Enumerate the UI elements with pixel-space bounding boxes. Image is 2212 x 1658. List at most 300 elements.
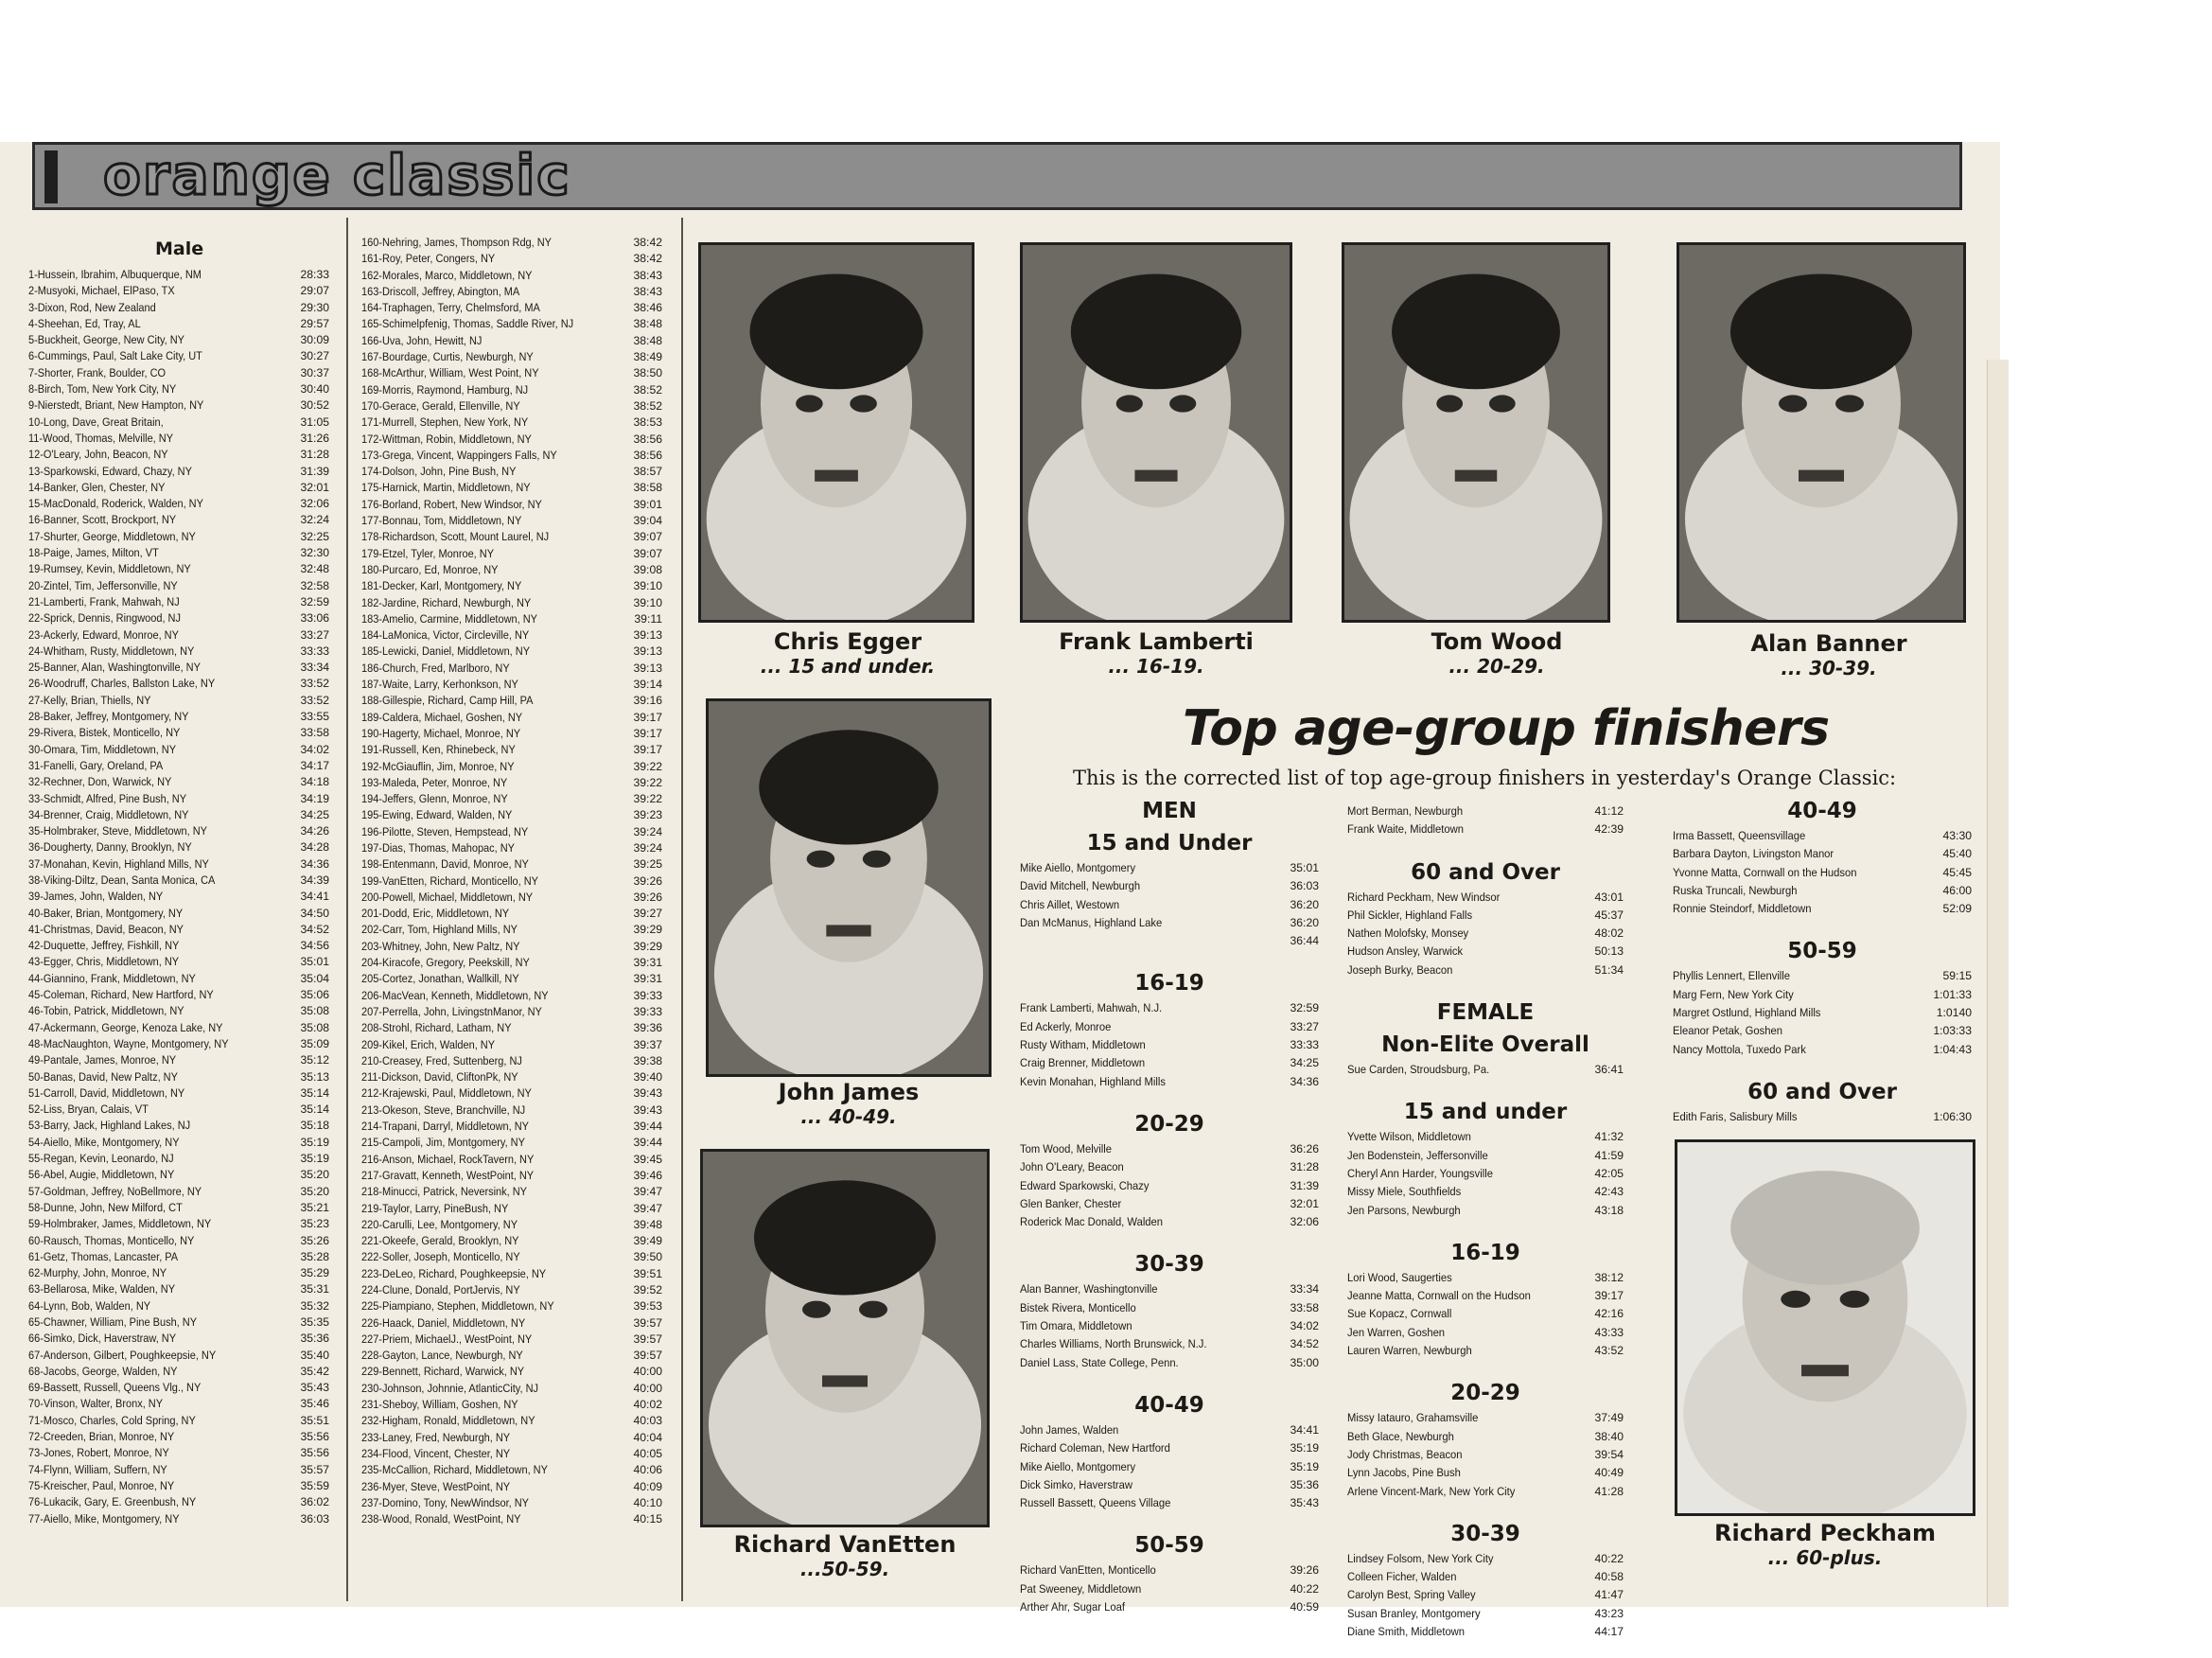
- result-row: [1347, 907, 1624, 925]
- finish-time: 36:20: [1290, 915, 1319, 929]
- finish-time: 32:48: [300, 562, 329, 576]
- finish-time: 39:26: [633, 873, 662, 888]
- finish-time: 39:17: [1594, 1289, 1624, 1303]
- portrait-shape: [815, 470, 858, 482]
- photo-frank-lamberti: [1020, 242, 1292, 623]
- finish-time: 42:05: [1594, 1166, 1624, 1180]
- runner-entry: 213-Okeson, Steve, Branchville, NJ: [361, 1102, 526, 1117]
- result-row: [361, 349, 662, 365]
- result-row: [28, 1151, 329, 1167]
- runner-entry: 221-Okeefe, Gerald, Brooklyn, NY: [361, 1234, 519, 1248]
- finish-time: 39:25: [633, 857, 662, 872]
- portrait-shape: [1436, 395, 1463, 412]
- paper-edge: [1987, 360, 2009, 1607]
- result-row: [28, 1396, 329, 1412]
- photo-john-james: [706, 698, 992, 1077]
- finish-time: 40:02: [633, 1398, 662, 1412]
- finish-time: 35:29: [300, 1266, 329, 1280]
- finish-time: 35:35: [300, 1315, 329, 1329]
- finish-time: 39:22: [633, 775, 662, 789]
- finish-time: 35:20: [300, 1184, 329, 1198]
- result-row: [361, 432, 662, 448]
- result-row: [28, 807, 329, 823]
- result-row: [361, 856, 662, 873]
- result-row: [361, 398, 662, 414]
- finish-time: 39:44: [633, 1120, 662, 1134]
- result-row: [28, 332, 329, 348]
- spacer: [1673, 1126, 1972, 1143]
- finish-time: 39:37: [633, 1037, 662, 1051]
- caption-age: ...50-59.: [799, 1558, 890, 1580]
- finish-time: 50:13: [1594, 944, 1624, 959]
- runner-entry: 32-Rechner, Don, Warwick, NY: [28, 775, 172, 789]
- result-row: [1673, 1004, 1972, 1022]
- finish-time: 33:27: [300, 627, 329, 642]
- runner-entry: Chris Aillet, Westown: [1020, 897, 1120, 911]
- finish-time: 43:18: [1594, 1203, 1624, 1217]
- finish-time: 39:40: [633, 1070, 662, 1085]
- result-row: [28, 1413, 329, 1429]
- finish-time: 39:17: [633, 743, 662, 757]
- result-row: [361, 562, 662, 578]
- runner-entry: 178-Richardson, Scott, Mount Laurel, NJ: [361, 530, 550, 544]
- result-row: [361, 251, 662, 267]
- portrait-shape: [822, 1375, 868, 1386]
- finish-time: 32:01: [1290, 1196, 1319, 1210]
- finish-time: 44:17: [1594, 1625, 1624, 1639]
- result-row: [1347, 1586, 1624, 1604]
- runner-entry: 8-Birch, Tom, New York City, NY: [28, 382, 177, 397]
- portrait-shape: [1840, 1291, 1870, 1308]
- finish-time: 39:36: [633, 1021, 662, 1035]
- runner-entry: 53-Barry, Jack, Highland Lakes, NJ: [28, 1119, 191, 1133]
- result-row: [361, 824, 662, 840]
- finish-time: 33:33: [1290, 1038, 1319, 1052]
- result-row: [361, 268, 662, 284]
- result-row: [1347, 1269, 1624, 1287]
- result-row: [28, 267, 329, 283]
- runner-entry: 197-Dias, Thomas, Mahopac, NY: [361, 840, 515, 855]
- result-row: [28, 496, 329, 512]
- runner-entry: Yvonne Matta, Cornwall on the Hudson: [1673, 865, 1857, 879]
- result-row: [1020, 1458, 1319, 1476]
- runner-entry: 163-Driscoll, Jeffrey, Abington, MA: [361, 284, 520, 298]
- finish-time: 33:27: [1290, 1019, 1319, 1033]
- finish-time: 40:58: [1594, 1570, 1624, 1584]
- result-row: [361, 775, 662, 791]
- finish-time: 39:17: [633, 726, 662, 740]
- banner-bar: [44, 150, 58, 203]
- finish-time: 34:36: [1290, 1074, 1319, 1088]
- runner-entry: Jen Warren, Goshen: [1347, 1325, 1446, 1339]
- result-row: [1020, 1335, 1319, 1353]
- runner-entry: 48-MacNaughton, Wayne, Montgomery, NY: [28, 1036, 229, 1050]
- runner-entry: 37-Monahan, Kevin, Highland Mills, NY: [28, 856, 209, 871]
- finish-time: 38:48: [633, 317, 662, 331]
- result-row: [1347, 889, 1624, 907]
- runner-entry: 10-Long, Dave, Great Britain,: [28, 414, 164, 429]
- runner-entry: Phil Sickler, Highland Falls: [1347, 908, 1473, 922]
- result-row: [361, 316, 662, 332]
- finish-time: 39:10: [633, 595, 662, 609]
- runner-entry: 185-Lewicki, Daniel, Middletown, NY: [361, 644, 531, 659]
- result-row: [28, 938, 329, 954]
- agegroup-heading: 60 and Over: [1411, 859, 1560, 885]
- result-row: [1020, 896, 1319, 914]
- result-row: [28, 644, 329, 660]
- finish-time: 39:11: [634, 611, 662, 626]
- finish-time: 39:22: [633, 759, 662, 773]
- finish-time: 35:08: [300, 1020, 329, 1034]
- runner-entry: Susan Branley, Montgomery: [1347, 1606, 1481, 1620]
- result-row: [1347, 1428, 1624, 1446]
- runner-entry: Lori Wood, Saugerties: [1347, 1270, 1452, 1284]
- finish-time: 39:07: [633, 530, 662, 544]
- result-row: [28, 610, 329, 626]
- finish-time: 39:31: [633, 956, 662, 970]
- caption-name: Richard VanEtten: [733, 1531, 957, 1558]
- caption-name: Chris Egger: [773, 628, 922, 655]
- runner-entry: 36-Dougherty, Danny, Brooklyn, NY: [28, 840, 192, 855]
- banner-title: orange classic: [103, 143, 571, 207]
- finish-time: 40:22: [1594, 1551, 1624, 1565]
- portrait-image: [703, 1152, 987, 1525]
- finish-time: 1:06:30: [1933, 1109, 1972, 1123]
- finish-time: 31:28: [300, 448, 329, 462]
- result-row: [1347, 925, 1624, 943]
- runner-entry: Sue Kopacz, Cornwall: [1347, 1307, 1452, 1321]
- result-row: [361, 1069, 662, 1085]
- runner-entry: Ronnie Steindorf, Middletown: [1673, 902, 1812, 916]
- photo-tom-wood: [1342, 242, 1610, 623]
- finish-time: 45:40: [1942, 847, 1972, 861]
- finish-time: 38:48: [633, 333, 662, 347]
- agegroup-heading: FEMALE: [1436, 1000, 1535, 1026]
- finish-time: 39:29: [633, 939, 662, 953]
- finish-time: 38:49: [633, 350, 662, 364]
- finish-time: 43:30: [1942, 829, 1972, 842]
- runner-entry: Lynn Jacobs, Pine Bush: [1347, 1466, 1461, 1480]
- photo-chris-egger: [698, 242, 974, 623]
- runner-entry: 174-Dolson, John, Pine Bush, NY: [361, 465, 517, 479]
- result-row: [361, 644, 662, 660]
- finish-time: 35:09: [300, 1036, 329, 1050]
- finish-time: 30:27: [300, 349, 329, 363]
- result-row: [361, 906, 662, 922]
- runner-entry: John O'Leary, Beacon: [1020, 1160, 1124, 1174]
- finish-time: 39:44: [633, 1136, 662, 1150]
- result-row: [361, 1135, 662, 1151]
- result-row: [361, 988, 662, 1004]
- portrait-shape: [749, 273, 922, 389]
- runner-entry: 50-Banas, David, New Paltz, NY: [28, 1069, 178, 1084]
- runner-entry: 164-Traphagen, Terry, Chelmsford, MA: [361, 301, 540, 315]
- result-row: [1347, 1183, 1624, 1201]
- result-row: [361, 1249, 662, 1265]
- finish-time: 39:52: [633, 1283, 662, 1296]
- finish-time: 35:19: [1290, 1459, 1319, 1473]
- result-row: [1020, 1036, 1319, 1054]
- runner-entry: Sue Carden, Stroudsburg, Pa.: [1347, 1063, 1490, 1077]
- runner-entry: 195-Ewing, Edward, Walden, NY: [361, 808, 513, 822]
- caption-name: Frank Lamberti: [1059, 628, 1254, 655]
- runner-entry: Nancy Mottola, Tuxedo Park: [1673, 1042, 1806, 1056]
- finish-time: 28:33: [300, 268, 329, 281]
- runner-entry: 232-Higham, Ronald, Middletown, NY: [361, 1414, 535, 1428]
- runner-entry: 176-Borland, Robert, New Windsor, NY: [361, 497, 542, 511]
- portrait-shape: [1455, 470, 1497, 482]
- runner-entry: Mike Aiello, Montgomery: [1020, 861, 1136, 874]
- portrait-shape: [754, 1180, 936, 1295]
- runner-entry: 67-Anderson, Gilbert, Poughkeepsie, NY: [28, 1348, 217, 1362]
- finish-time: 33:52: [300, 693, 329, 707]
- portrait-image: [1679, 245, 1963, 620]
- result-row: [361, 759, 662, 775]
- result-row: [361, 1201, 662, 1217]
- runner-entry: Jody Christmas, Beacon: [1347, 1447, 1463, 1461]
- result-row: [1673, 845, 1972, 863]
- runner-entry: 177-Bonnau, Tom, Middletown, NY: [361, 514, 522, 528]
- runner-entry: 168-McArthur, William, West Point, NY: [361, 366, 539, 380]
- runner-entry: 191-Russell, Ken, Rhinebeck, NY: [361, 743, 516, 757]
- result-row: [28, 1380, 329, 1396]
- runner-entry: 12-O'Leary, John, Beacon, NY: [28, 448, 168, 462]
- result-row: [361, 1233, 662, 1249]
- runner-entry: 24-Whitham, Rusty, Middletown, NY: [28, 644, 195, 658]
- finish-time: 40:03: [633, 1414, 662, 1428]
- result-row: [28, 1069, 329, 1085]
- finish-time: 48:02: [1594, 926, 1624, 941]
- result-row: [28, 365, 329, 381]
- finish-time: 30:40: [300, 382, 329, 397]
- runner-entry: Hudson Ansley, Warwick: [1347, 944, 1464, 959]
- finish-time: 38:56: [633, 448, 662, 462]
- finish-time: 39:07: [633, 546, 662, 560]
- finish-time: 34:25: [300, 807, 329, 821]
- runner-entry: 187-Waite, Larry, Kerhonkson, NY: [361, 678, 518, 692]
- runner-entry: Nathen Molofsky, Monsey: [1347, 926, 1469, 941]
- result-row: [1347, 1324, 1624, 1342]
- runner-entry: Margret Ostlund, Highland Mills: [1673, 1006, 1821, 1020]
- result-row: [361, 1381, 662, 1397]
- runner-entry: 206-MacVean, Kenneth, Middletown, NY: [361, 988, 549, 1002]
- finish-time: 35:14: [300, 1102, 329, 1117]
- result-row: [28, 839, 329, 855]
- agegroup-heading: Non-Elite Overall: [1381, 1032, 1589, 1058]
- finish-time: 39:24: [633, 824, 662, 838]
- result-row: [1347, 1550, 1624, 1568]
- caption-name: John James: [778, 1079, 920, 1105]
- runner-entry: 19-Rumsey, Kevin, Middletown, NY: [28, 562, 191, 576]
- caption-name: Alan Banner: [1750, 630, 1907, 657]
- result-row: [28, 431, 329, 447]
- runner-entry: 223-DeLeo, Richard, Poughkeepsie, NY: [361, 1266, 547, 1280]
- result-row: [361, 1102, 662, 1119]
- portrait-shape: [1730, 273, 1912, 389]
- finish-time: 39:26: [1290, 1563, 1319, 1578]
- finish-time: 39:13: [633, 644, 662, 659]
- result-row: [361, 1446, 662, 1462]
- finish-time: 38:53: [633, 415, 662, 430]
- runner-entry: Ed Ackerly, Monroe: [1020, 1019, 1112, 1033]
- runner-entry: 237-Domino, Tony, NewWindsor, NY: [361, 1495, 530, 1509]
- finish-time: 35:21: [300, 1200, 329, 1214]
- result-row: [361, 890, 662, 906]
- result-row: [361, 1332, 662, 1348]
- runner-entry: 210-Creasey, Fred, Suttenberg, NJ: [361, 1053, 522, 1067]
- runner-entry: 56-Abel, Augie, Middletown, NY: [28, 1168, 175, 1182]
- finish-time: 39:43: [633, 1102, 662, 1117]
- result-row: [361, 1168, 662, 1184]
- result-row: [1347, 1147, 1624, 1165]
- portrait-shape: [807, 851, 835, 868]
- result-row: [1020, 1317, 1319, 1335]
- runner-entry: 219-Taylor, Larry, PineBush, NY: [361, 1201, 509, 1215]
- result-row: [28, 1265, 329, 1281]
- result-row: [361, 1413, 662, 1429]
- finish-time: 36:26: [1290, 1141, 1319, 1155]
- result-row: [361, 677, 662, 693]
- finish-time: 34:17: [300, 758, 329, 772]
- agegroup-heading: 50-59: [1787, 939, 1857, 964]
- finish-time: 33:52: [300, 677, 329, 691]
- finish-time: 1:0140: [1936, 1006, 1972, 1020]
- runner-entry: 196-Pilotte, Steven, Hempstead, NY: [361, 824, 529, 838]
- runner-entry: 51-Carroll, David, Middletown, NY: [28, 1085, 185, 1100]
- result-row: [28, 791, 329, 807]
- runner-entry: 217-Gravatt, Kenneth, WestPoint, NY: [361, 1168, 535, 1182]
- runner-entry: 42-Duquette, Jeffrey, Fishkill, NY: [28, 939, 180, 953]
- runner-entry: Missy Miele, Southfields: [1347, 1185, 1462, 1199]
- result-row: [28, 1052, 329, 1068]
- result-row: [28, 414, 329, 431]
- runner-entry: 171-Murrell, Stephen, New York, NY: [361, 415, 529, 430]
- finish-time: 35:36: [1290, 1477, 1319, 1491]
- finish-time: 39:48: [633, 1217, 662, 1231]
- portrait-shape: [1134, 470, 1177, 482]
- runner-entry: Bistek Rivera, Monticello: [1020, 1300, 1136, 1314]
- result-row: [1673, 864, 1972, 882]
- runner-entry: Edith Faris, Salisbury Mills: [1673, 1109, 1798, 1123]
- runner-entry: 44-Giannino, Frank, Middletown, NY: [28, 971, 196, 985]
- finish-time: 40:15: [633, 1512, 662, 1526]
- spacer: [1347, 839, 1624, 856]
- result-row: [28, 774, 329, 790]
- portrait-shape: [863, 851, 891, 868]
- runner-entry: 17-Shurter, George, Middletown, NY: [28, 529, 196, 543]
- finish-time: 32:01: [300, 480, 329, 494]
- result-row: [28, 906, 329, 922]
- finish-time: 39:26: [633, 890, 662, 904]
- agegroup-column-1: [1020, 795, 1319, 1633]
- finish-time: 34:18: [300, 775, 329, 789]
- result-row: [28, 1167, 329, 1183]
- finish-time: 1:03:33: [1933, 1024, 1972, 1038]
- finish-time: 36:03: [300, 1511, 329, 1526]
- result-row: [28, 1281, 329, 1297]
- result-row: [28, 660, 329, 676]
- result-row: [361, 1184, 662, 1200]
- result-row: [1673, 900, 1972, 918]
- portrait-image: [701, 245, 972, 620]
- result-row: [28, 873, 329, 889]
- runner-entry: Colleen Ficher, Walden: [1347, 1570, 1457, 1584]
- result-row: [1020, 859, 1319, 877]
- runner-entry: Kevin Monahan, Highland Mills: [1020, 1074, 1166, 1088]
- column-rule: [346, 218, 348, 1601]
- finish-time: 35:04: [300, 971, 329, 985]
- result-row: [28, 1135, 329, 1151]
- result-row: [28, 987, 329, 1003]
- runner-entry: 25-Banner, Alan, Washingtonville, NY: [28, 661, 201, 675]
- runner-entry: 208-Strohl, Richard, Latham, NY: [361, 1021, 512, 1035]
- finish-time: 35:19: [300, 1152, 329, 1166]
- runner-entry: 20-Zintel, Tim, Jeffersonville, NY: [28, 578, 178, 592]
- finish-time: 34:56: [300, 939, 329, 953]
- finish-time: 39:31: [633, 972, 662, 986]
- runner-entry: 203-Whitney, John, New Paltz, NY: [361, 939, 520, 953]
- result-row: [28, 1314, 329, 1331]
- runner-entry: 5-Buckheit, George, New City, NY: [28, 333, 185, 347]
- agegroup-heading: 40-49: [1134, 1392, 1204, 1418]
- result-row: [361, 1479, 662, 1495]
- runner-entry: Dan McManus, Highland Lake: [1020, 915, 1163, 929]
- agegroup-heading: 20-29: [1134, 1111, 1204, 1137]
- finish-time: 35:32: [300, 1298, 329, 1313]
- runner-entry: 227-Priem, MichaelJ., WestPoint, NY: [361, 1332, 533, 1346]
- finish-time: 45:37: [1594, 908, 1624, 922]
- runner-entry: David Mitchell, Newburgh: [1020, 879, 1141, 893]
- agegroup-heading: 50-59: [1134, 1533, 1204, 1559]
- caption-richard-vanetten: [700, 1531, 990, 1580]
- result-row: [361, 497, 662, 513]
- finish-time: 36:20: [1290, 897, 1319, 911]
- result-row: [1347, 1061, 1624, 1079]
- runner-entry: Beth Glace, Newburgh: [1347, 1429, 1454, 1443]
- agegroup-heading: 30-39: [1134, 1252, 1204, 1278]
- runner-entry: Richard Peckham, New Windsor: [1347, 890, 1501, 904]
- result-row: [28, 1216, 329, 1232]
- result-row: [361, 1119, 662, 1135]
- finish-time: 32:24: [300, 513, 329, 527]
- finish-time: 34:50: [300, 906, 329, 920]
- result-row: [1020, 1421, 1319, 1439]
- runner-entry: 52-Liss, Bryan, Calais, VT: [28, 1102, 149, 1117]
- runner-entry: Ruska Truncali, Newburgh: [1673, 883, 1798, 897]
- finish-time: 45:45: [1942, 865, 1972, 879]
- portrait-shape: [826, 925, 870, 936]
- spacer: [1020, 1091, 1319, 1108]
- runner-entry: 49-Pantale, James, Monroe, NY: [28, 1053, 177, 1067]
- finish-time: 39:24: [633, 840, 662, 855]
- result-row: [1020, 1598, 1319, 1616]
- runner-entry: 34-Brenner, Craig, Middletown, NY: [28, 807, 189, 821]
- finish-time: 38:58: [633, 481, 662, 495]
- finish-time: 39:33: [633, 988, 662, 1002]
- finish-time: 40:10: [633, 1495, 662, 1509]
- result-row: [28, 758, 329, 774]
- result-row: [28, 1020, 329, 1036]
- runner-entry: 200-Powell, Michael, Middletown, NY: [361, 890, 534, 904]
- result-row: [361, 578, 662, 594]
- result-row: [361, 710, 662, 726]
- runner-entry: Barbara Dayton, Livingston Manor: [1673, 847, 1835, 861]
- result-row: [361, 1495, 662, 1511]
- runner-entry: 238-Wood, Ronald, WestPoint, NY: [361, 1512, 521, 1526]
- result-row: [28, 397, 329, 414]
- headline: Top age-group finishers: [1183, 700, 1830, 757]
- finish-time: 1:01:33: [1933, 987, 1972, 1001]
